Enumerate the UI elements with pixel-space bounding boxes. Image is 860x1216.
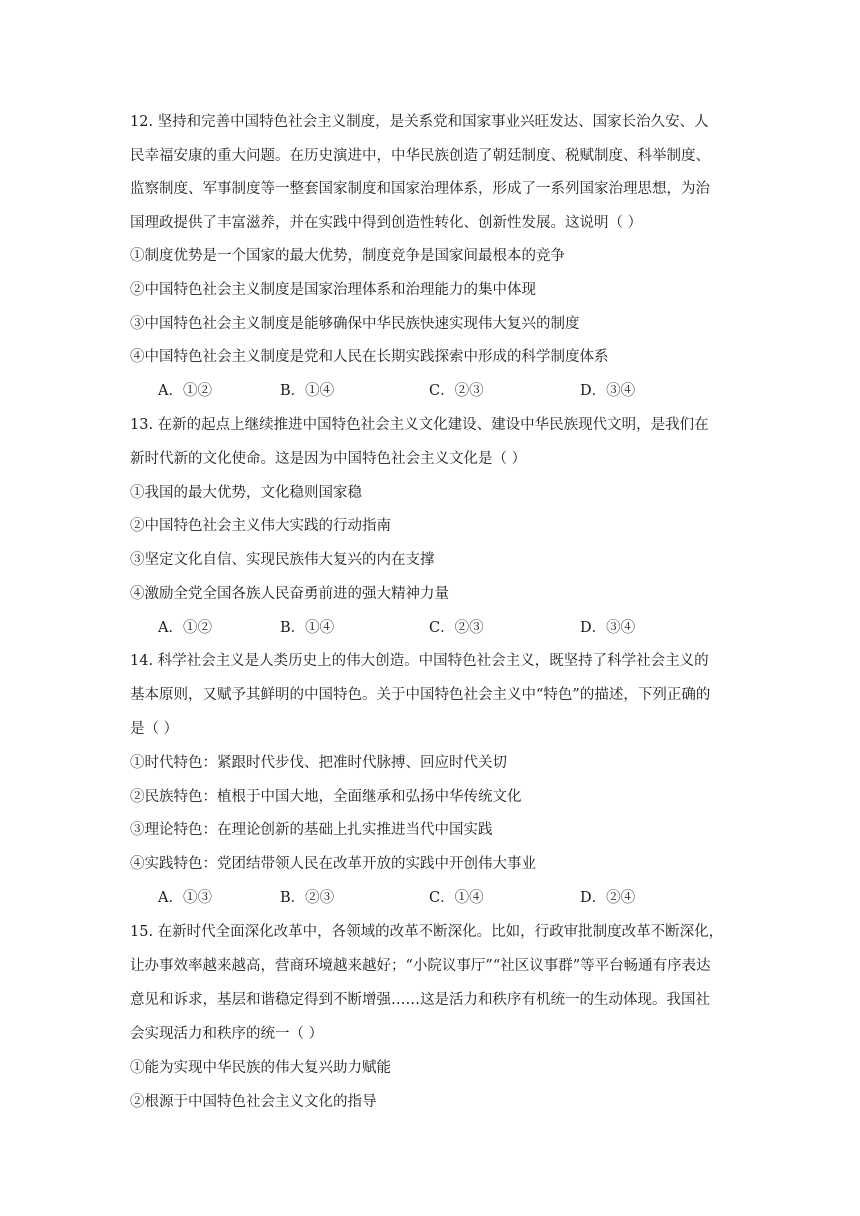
statement-item: ③中国特色社会主义制度是能够确保中华民族快速实现伟大复兴的制度 bbox=[130, 316, 580, 332]
statement-item: ①我国的最大优势，文化稳则国家稳 bbox=[130, 485, 362, 501]
question-stem-line: 是（ ） bbox=[130, 721, 179, 737]
statement-item: ①时代特色：紧跟时代步伐、把准时代脉搏、回应时代关切 bbox=[130, 755, 507, 771]
option-d: D．②④ bbox=[580, 890, 636, 906]
option-c: C．①④ bbox=[429, 890, 484, 906]
option-a: A．①② bbox=[158, 620, 212, 636]
statement-item: ②根源于中国特色社会主义文化的指导 bbox=[130, 1094, 377, 1110]
question-stem-line: 国理政提供了丰富滋养，并在实践中得到创造性转化、创新性发展。这说明（ ） bbox=[130, 215, 643, 231]
question-stem-line: 新时代新的文化使命。这是因为中国特色社会主义文化是（ ） bbox=[130, 451, 527, 467]
statement-item: ②中国特色社会主义伟大实践的行动指南 bbox=[130, 518, 391, 534]
question-stem-line: 12. 坚持和完善中国特色社会主义制度，是关系党和国家事业兴旺发达、国家长治久安、人 bbox=[130, 114, 709, 130]
statement-item: ①制度优势是一个国家的最大优势，制度竞争是国家间最根本的竞争 bbox=[130, 248, 565, 264]
question-stem-line: 意见和诉求，基层和谐稳定得到不断增强……这是活力和秩序有机统一的生动体现。我国社 bbox=[130, 992, 710, 1008]
option-d: D．③④ bbox=[580, 383, 636, 399]
statement-item: ③坚定文化自信、实现民族伟大复兴的内在支撑 bbox=[130, 552, 435, 568]
statement-item: ③理论特色：在理论创新的基础上扎实推进当代中国实践 bbox=[130, 822, 493, 838]
question-stem-line: 监察制度、军事制度等一整套国家制度和国家治理体系，形成了一系列国家治理思想，为治 bbox=[130, 181, 710, 197]
option-b: B．②③ bbox=[280, 890, 335, 906]
statement-item: ②民族特色：植根于中国大地，全面继承和弘扬中华传统文化 bbox=[130, 789, 522, 805]
question-stem-line: 让办事效率越来越高，营商环境越来越好；“小院议事厅”“社区议事群”等平台畅通有序表达 bbox=[130, 958, 711, 974]
question-stem-line: 15. 在新时代全面深化改革中，各领域的改革不断深化。比如，行政审批制度改革不断深化， bbox=[130, 924, 724, 940]
option-b: B．①④ bbox=[280, 620, 335, 636]
statement-item: ④实践特色：党团结带领人民在改革开放的实践中开创伟大事业 bbox=[130, 856, 536, 872]
question-stem-line: 民幸福安康的重大问题。在历史演进中，中华民族创造了朝廷制度、税赋制度、科举制度、 bbox=[130, 148, 710, 164]
statement-item: ④激励全党全国各族人民奋勇前进的强大精神力量 bbox=[130, 586, 449, 602]
option-d: D．③④ bbox=[580, 620, 636, 636]
option-c: C．②③ bbox=[429, 383, 484, 399]
question-stem-line: 会实现活力和秩序的统一（ ） bbox=[130, 1026, 324, 1042]
question-stem-line: 基本原则，又赋予其鲜明的中国特色。关于中国特色社会主义中“特色”的描述，下列正确的 bbox=[130, 687, 711, 703]
option-b: B．①④ bbox=[280, 383, 335, 399]
statement-item: ④中国特色社会主义制度是党和人民在长期实践探索中形成的科学制度体系 bbox=[130, 349, 609, 365]
statement-item: ②中国特色社会主义制度是国家治理体系和治理能力的集中体现 bbox=[130, 282, 536, 298]
option-a: A．①③ bbox=[158, 890, 212, 906]
question-stem-line: 13. 在新的起点上继续推进中国特色社会主义文化建设、建设中华民族现代文明，是我们在 bbox=[130, 417, 709, 433]
option-c: C．②③ bbox=[429, 620, 484, 636]
statement-item: ①能为实现中华民族的伟大复兴助力赋能 bbox=[130, 1060, 391, 1076]
option-a: A．①② bbox=[158, 383, 212, 399]
question-stem-line: 14. 科学社会主义是人类历史上的伟大创造。中国特色社会主义，既坚持了科学社会主义的 bbox=[130, 653, 709, 669]
